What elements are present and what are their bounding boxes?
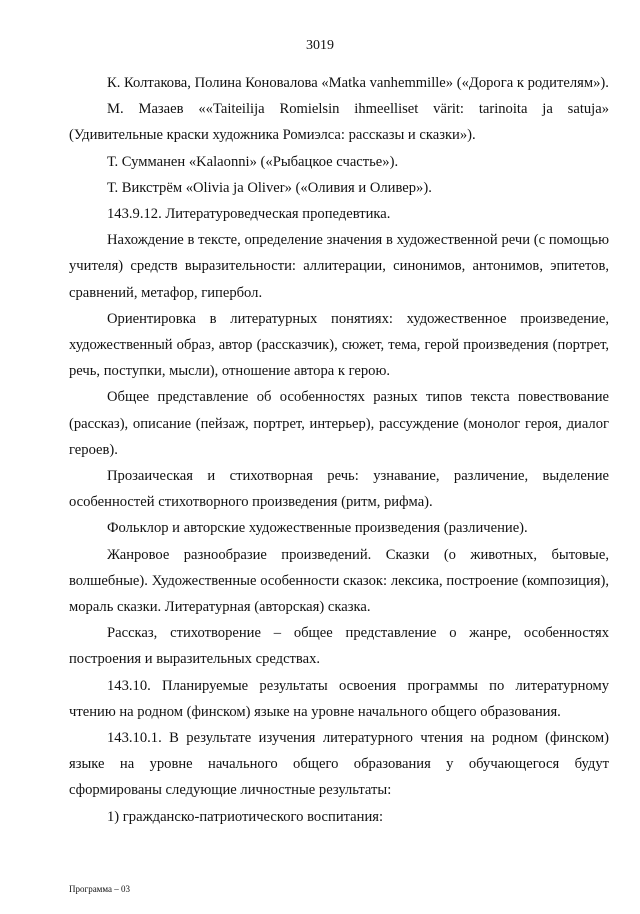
section-heading: 143.10. Планируемые результаты освоения программы по литературному чтению на родном (финском) языке на уровне начального общего образования. xyxy=(69,677,609,720)
paragraph: Т. Сумманен «Kalaonni» («Рыбацкое счастье»). xyxy=(107,153,399,170)
list-item: 1) гражданско-патриотического воспитания: xyxy=(107,808,384,825)
paragraph: К. Колтакова, Полина Коновалова «Matka vanhemmille» («Дорога к родителям»). xyxy=(107,75,609,91)
paragraph: Фольклор и авторские художественные произведения (различение). xyxy=(107,520,528,537)
document-body xyxy=(69,70,609,830)
section-heading: 143.9.12. Литературоведческая пропедевтика. xyxy=(107,206,391,223)
paragraph: Нахождение в тексте, определение значения в художественной речи (с помощью учителя) средств выразительности: аллитерации, синонимов, антонимов, эпитетов, сравнений, метафор, гипербол. xyxy=(69,232,609,301)
paragraph: 143.10.1. В результате изучения литературного чтения на родном (финском) языке на уровне начального общего образования у обучающегося будут сформированы следующие личностные результаты: xyxy=(69,730,609,799)
paragraph: Прозаическая и стихотворная речь: узнавание, различение, выделение особенностей стихотворного произведения (ритм, рифма). xyxy=(69,468,609,511)
footer-label: Программа – 03 xyxy=(69,884,131,894)
paragraph: Рассказ, стихотворение – общее представление о жанре, особенностях построения и выразительных средствах. xyxy=(69,625,609,668)
paragraph: Жанровое разнообразие произведений. Сказки (о животных, бытовые, волшебные). Художественные особенности сказок: лексика, построение (композиция), мораль сказки. Литературная (авторская) сказка. xyxy=(69,546,609,616)
paragraph: М. Мазаев ««Taiteilija Romielsin ihmeelliset värit: tarinoita ja satuja» (Удивительные краски художника Ромиэлса: рассказы и сказки»). xyxy=(69,101,609,144)
paragraph: Т. Викстрём «Olivia ja Oliver» («Оливия и Оливер»). xyxy=(107,179,432,196)
paragraph: Общее представление об особенностях разных типов текста повествование (рассказ), описание (пейзаж, портрет, интерьер), рассуждение (монолог героя, диалог героев). xyxy=(69,389,609,458)
page-number: 3019 xyxy=(306,38,334,53)
paragraph: Ориентировка в литературных понятиях: художественное произведение, художественный образ, автор (рассказчик), сюжет, тема, герой произведения (портрет, речь, поступки, мысли), отношение автора к герою. xyxy=(69,310,609,380)
